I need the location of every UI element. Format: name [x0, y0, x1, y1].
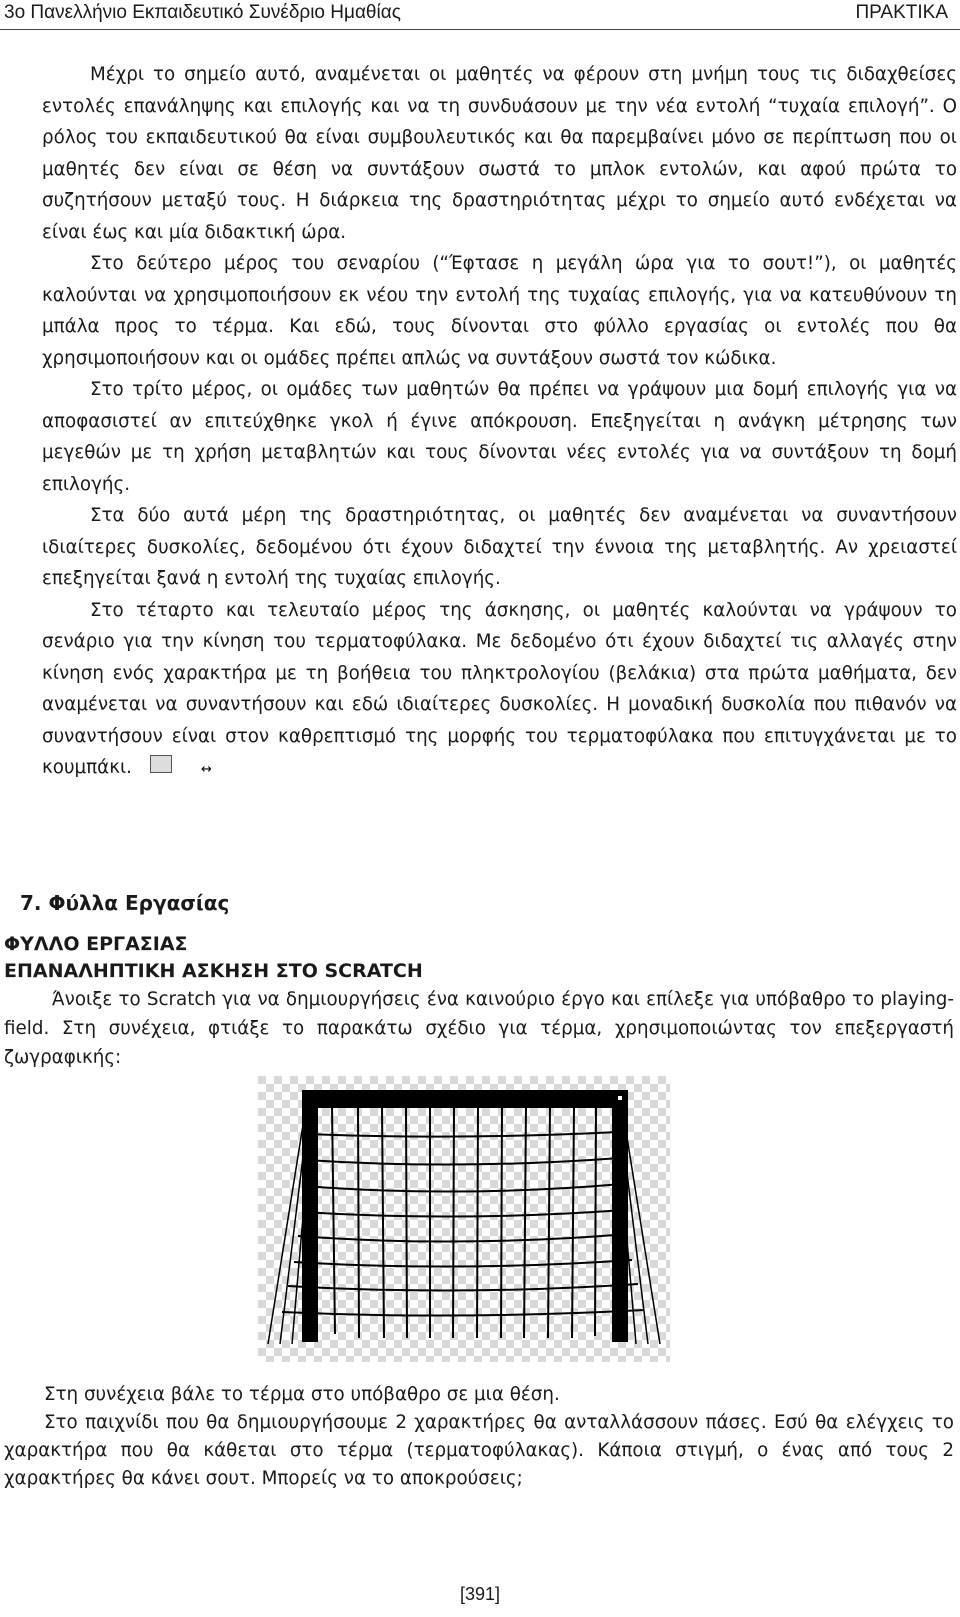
conference-title: 3ο Πανελλήνιο Εκπαιδευτικό Συνέδριο Ημαθίας [4, 2, 401, 23]
intro-paragraph: Άνοιξε το Scratch για να δημιουργήσεις ένα καινούριο έργο και επίλεξε για υπόβαθρο το playing-field. Στη συνέχεια, φτιάξε το παρακάτω σχέδιο για τέρμα, χρησιμοποιώντας τον επεξεργαστή ζωγραφικής: [4, 989, 954, 1068]
paragraph-with-button [42, 595, 957, 784]
flip-horizontal-icon [150, 755, 172, 773]
body-text [42, 59, 957, 784]
section-title: 7. Φύλλα Εργασίας [20, 891, 230, 915]
paragraph: Στο τρίτο μέρος, οι ομάδες των μαθητών θα πρέπει να γράψουν μια δομή επιλογής για να αποφασιστεί αν επιτεύχθηκε γκολ ή έγινε απόκρουση. Επεξηγείται η ανάγκη μέτρησης των μεγεθών με τη χρήση μεταβλητών και τους δίνονται νέες εντολές για να συντάξουν τη δομή επιλογής. [42, 379, 957, 495]
paragraph: Στα δύο αυτά μέρη της δραστηριότητας, οι μαθητές δεν αναμένεται να συναντήσουν ιδιαίτερες δυσκολίες, δεδομένου ότι έχουν διδαχτεί την έννοια της μεταβλητής. Αν χρειαστεί επεξηγείται ξανά η εντολή της τυχαίας επιλογής. [42, 505, 957, 589]
worksheet-title: ΦΥΛΛΟ ΕΡΓΑΣΙΑΣ [4, 933, 188, 955]
header-rule [0, 29, 960, 30]
paragraph: Στο δεύτερο μέρος του σεναρίου (“Έφτασε η μεγάλη ώρα για το σουτ!”), οι μαθητές καλούνται να χρησιμοποιήσουν εκ νέου την εντολή της τυχαίας επιλογής, για να κατευθύνουν τη μπάλα προς το τέρμα. Και εδώ, τους δίνονται στο φύλλο εργασίας οι εντολές που θα χρησιμοποιήσουν και οι ομάδες πρέπει απλώς να συντάξουν σωστά τον κώδικα. [42, 253, 957, 369]
instruction-paragraph: Στη συνέχεια βάλε το τέρμα στο υπόβαθρο σε μια θέση. [44, 1384, 560, 1405]
worksheet-instructions [4, 1381, 954, 1493]
paragraph: Μέχρι το σημείο αυτό, αναμένεται οι μαθητές να φέρουν στη μνήμη τους τις διδαχθείσες εντολές επανάληψης και επιλογής και να τη συνδυάσουν με την νέα εντολή “τυχαία επιλογή”. Ο ρόλος του εκπαιδευτικού θα είναι συμβουλευτικός και θα παρεμβαίνει μόνο σε περίπτωση που οι μαθητές δεν είναι σε θέση να συντάξουν σωστά το μπλοκ εντολών, και αφού πρώτα το συζητήσουν μεταξύ τους. Η διάρκεια της δραστηριότητας μέχρι το σημείο αυτό ενδέχεται να είναι έως και μία διδακτική ώρα. [42, 64, 957, 243]
paragraph-text: Στο τέταρτο και τελευταίο μέρος της άσκησης, οι μαθητές καλούνται να γράψουν το σενάριο για την κίνηση του τερματοφύλακα. Με δεδομένο ότι έχουν διδαχτεί τις αλλαγές στην κίνηση ενός χαρακτήρα με τη βοήθεια του πληκτρολογίου (βελάκια) στα πρώτα μαθήματα, δεν αναμένεται να συναντήσουν και εδώ ιδιαίτερες δυσκολίες. Η μοναδική δυσκολία που πιθανόν να συναντήσουν είναι στον καθρεπτισμό της μορφής του τερματοφύλακα που επιτυγχάνεται με το κουμπάκι. [42, 599, 957, 778]
worksheet-subtitle: ΕΠΑΝΑΛΗΠΤΙΚΗ ΑΣΚΗΣΗ ΣΤΟ SCRATCH [4, 960, 423, 982]
page-number: [391] [459, 1584, 501, 1604]
header-right-label: ΠΡΑΚΤΙΚΑ [855, 2, 948, 23]
page-header [0, 0, 960, 30]
instruction-paragraph: Στο παιχνίδι που θα δημιουργήσουμε 2 χαρακτήρες θα ανταλλάσσουν πάσες. Εσύ θα ελέγχεις το χαρακτήρα που θα κάθεται στο τέρμα (τερματοφύλακας). Κάποια στιγμή, ο ένας από τους 2 χαρακτήρες θα κάνει σουτ. Μπορείς να το αποκρούσεις; [4, 1412, 954, 1489]
goal-net-drawing [258, 1076, 670, 1362]
worksheet-intro [4, 985, 954, 1072]
